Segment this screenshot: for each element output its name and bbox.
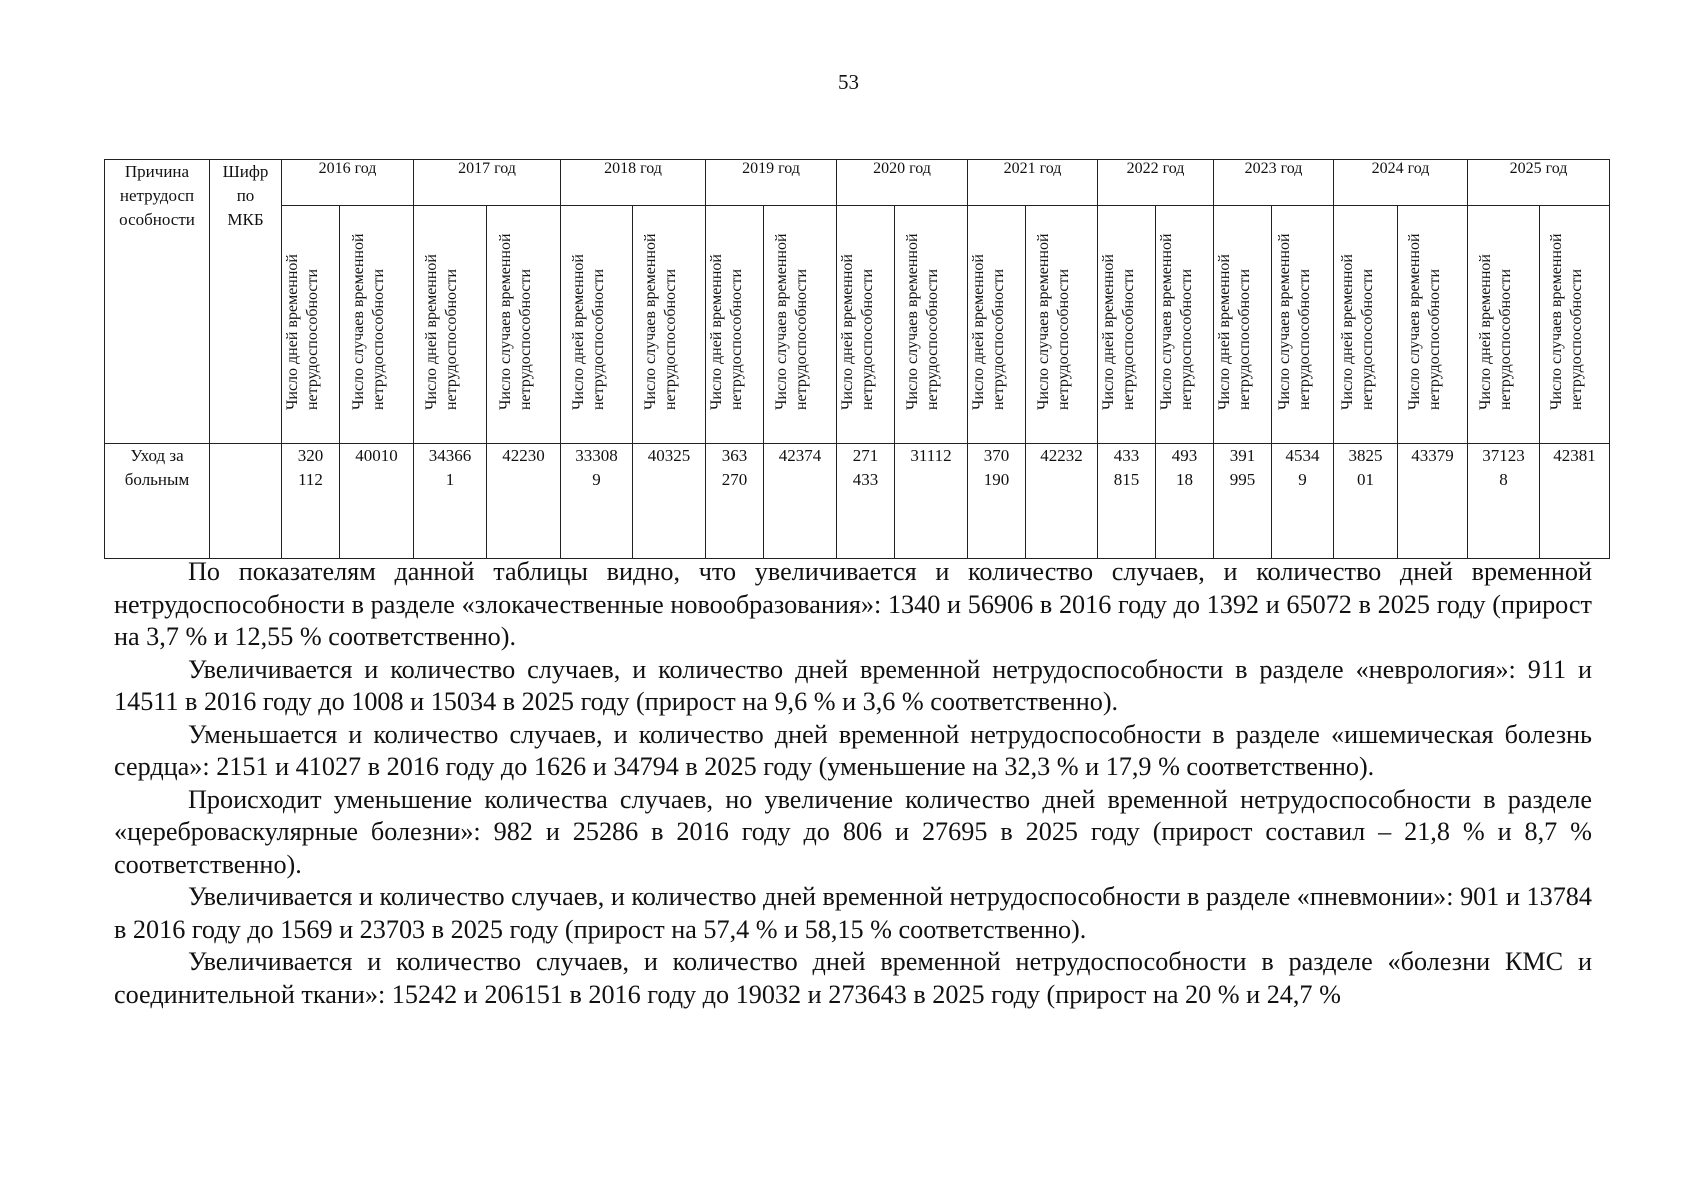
row-code-cell (210, 444, 282, 559)
paragraph: По показателям данной таблицы видно, что увеличивается и количество случаев, и количество дней временной нетрудоспособности в разделе «злокачественные новообразования»: 1340 и 56906 в 2016 году до 1392 и 65072 в 2025 году (прирост на 3,7 % и 12,55 % соответственно). (114, 557, 1592, 651)
body-text (114, 556, 1592, 1011)
cell-cases: 42230 (487, 444, 561, 559)
sub-header-cases: Число случаев временной нетрудоспособности (764, 206, 837, 444)
year-header: 2016 год (282, 160, 414, 206)
sub-header-cases: Число случаев временной нетрудоспособности (1026, 206, 1098, 444)
sub-header-cases: Число случаев временной нетрудоспособности (1398, 206, 1468, 444)
cell-days: 37123 8 (1468, 444, 1540, 559)
cell-cases: 31112 (895, 444, 968, 559)
sub-header-cases: Число случаев временной нетрудоспособности (340, 206, 414, 444)
year-header: 2019 год (706, 160, 837, 206)
cell-cases: 40325 (633, 444, 706, 559)
sub-header-cases: Число случаев временной нетрудоспособности (1156, 206, 1214, 444)
cell-cases: 493 18 (1156, 444, 1214, 559)
paragraph: Увеличивается и количество случаев, и количество дней временной нетрудоспособности в разделе «неврология»: 911 и 14511 в 2016 году до 1008 и 15034 в 2025 году (прирост на 9,6 % и 3,6 % соответственно). (114, 654, 1592, 716)
cell-cases: 43379 (1398, 444, 1468, 559)
sick-leave-table (104, 159, 1610, 559)
sub-header-days: Число дней временной нетрудоспособности (1214, 206, 1272, 444)
cell-days: 370 190 (968, 444, 1026, 559)
sub-header-cases: Число случаев временной нетрудоспособности (1272, 206, 1334, 444)
paragraph: Происходит уменьшение количества случаев, но увеличение количество дней временной нетрудоспособности в разделе «цереброваскулярные болезни»: 982 и 25286 в 2016 году до 806 и 27695 в 2025 году (прирост составил – 21,8 % и 8,7 % соответственно). (114, 784, 1592, 879)
cell-cases: 42374 (764, 444, 837, 559)
cell-days: 33308 9 (561, 444, 633, 559)
sub-header-days: Число дней временной нетрудоспособности (1468, 206, 1540, 444)
cell-days: 391 995 (1214, 444, 1272, 559)
year-header: 2020 год (837, 160, 968, 206)
table-row (105, 444, 1610, 559)
sub-header-days: Число дней временной нетрудоспособности (282, 206, 340, 444)
cell-days: 271 433 (837, 444, 895, 559)
paragraph: Увеличивается и количество случаев, и количество дней временной нетрудоспособности в разделе «пневмонии»: 901 и 13784 в 2016 году до 1569 и 23703 в 2025 году (прирост на 57,4 % и 58,15 % соответственно). (114, 882, 1592, 944)
year-header: 2023 год (1214, 160, 1334, 206)
paragraph: Уменьшается и количество случаев, и количество дней временной нетрудоспособности в разделе «ишемическая болезнь сердца»: 2151 и 41027 в 2016 году до 1626 и 34794 в 2025 году (уменьшение на 32,3 % и 17,9 % соответственно). (114, 719, 1592, 781)
column-header-icd-code: Шифр по МКБ (210, 160, 282, 444)
year-header: 2021 год (968, 160, 1098, 206)
year-header-row (105, 160, 1610, 206)
sub-header-cases: Число случаев временной нетрудоспособности (895, 206, 968, 444)
cell-days: 320 112 (282, 444, 340, 559)
year-header: 2018 год (561, 160, 706, 206)
cell-days: 433 815 (1098, 444, 1156, 559)
year-header: 2017 год (414, 160, 561, 206)
cell-cases: 42381 (1540, 444, 1610, 559)
sub-header-cases: Число случаев временной нетрудоспособности (633, 206, 706, 444)
column-header-cause: Причина нетрудосп особности (105, 160, 210, 444)
sub-header-cases: Число случаев временной нетрудоспособности (487, 206, 561, 444)
sub-header-days: Число дней временной нетрудоспособности (1334, 206, 1398, 444)
sub-header-days: Число дней временной нетрудоспособности (414, 206, 487, 444)
page-number: 53 (838, 70, 859, 94)
year-header: 2025 год (1468, 160, 1610, 206)
row-cause-cell: Уход за больным (105, 444, 210, 559)
sub-header-days: Число дней временной нетрудоспособности (561, 206, 633, 444)
sub-header-days: Число дней временной нетрудоспособности (706, 206, 764, 444)
year-header: 2022 год (1098, 160, 1214, 206)
cell-days: 363 270 (706, 444, 764, 559)
cell-days: 34366 1 (414, 444, 487, 559)
cell-days: 3825 01 (1334, 444, 1398, 559)
sub-header-days: Число дней временной нетрудоспособности (837, 206, 895, 444)
year-header: 2024 год (1334, 160, 1468, 206)
sub-header-days: Число дней временной нетрудоспособности (968, 206, 1026, 444)
cell-cases: 40010 (340, 444, 414, 559)
sub-header-days: Число дней временной нетрудоспособности (1098, 206, 1156, 444)
paragraph: Увеличивается и количество случаев, и количество дней временной нетрудоспособности в разделе «болезни КМС и соединительной ткани»: 15242 и 206151 в 2016 году до 19032 и 273643 в 2025 году (прирост на 20 % и 24,7 % (114, 947, 1592, 1009)
cell-cases: 4534 9 (1272, 444, 1334, 559)
cell-cases: 42232 (1026, 444, 1098, 559)
sub-header-row (105, 206, 1610, 444)
sub-header-cases: Число случаев временной нетрудоспособности (1540, 206, 1610, 444)
